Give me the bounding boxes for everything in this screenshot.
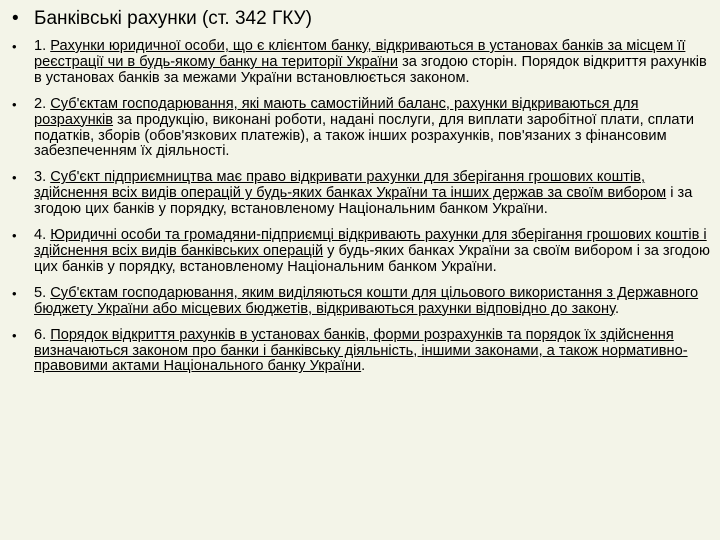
item-number: 3. bbox=[34, 169, 51, 186]
list-item-6 bbox=[12, 328, 714, 376]
item-number: 4. bbox=[34, 227, 51, 244]
item-number: 5. bbox=[34, 284, 51, 301]
item-text bbox=[34, 39, 714, 87]
bullet-icon: • bbox=[12, 285, 17, 301]
bullet-list bbox=[12, 29, 714, 375]
slide-title bbox=[12, 8, 312, 30]
item-underlined-text: Порядок відкриття рахунків в установах банків, форми розрахунків та порядок їх здійснення визначаються законом про банки і банківську діяльність, іншими законами, а також нормативно-правовими актами Національного банку України bbox=[34, 326, 688, 375]
item-rest-text: . bbox=[614, 300, 620, 317]
item-rest-text: і за згодою цих банків у порядку, встановленому Національним банком України. bbox=[34, 185, 693, 218]
item-rest-text: за згодою сторін. Порядок відкриття рахунків в установах банків за межами України встановлюється законом. bbox=[34, 53, 707, 86]
item-rest-text: . bbox=[361, 358, 366, 375]
item-number: 6. bbox=[34, 326, 51, 343]
item-rest-text: за продукцію, виконані роботи, надані послуги, для виплати заробітної плати, сплати податків, зборів (обов'язкових платежів), а також інших розрахунків, пов'язаних з фінансовим забезпеченням їх діяльності. bbox=[34, 111, 695, 160]
bullet-icon: • bbox=[12, 39, 17, 54]
item-rest-text: у будь-яких банках України за своїм вибором і за згодою цих банків у порядку, встановленому Національним банком України. bbox=[34, 242, 710, 275]
bullet-icon: • bbox=[12, 170, 17, 186]
item-underlined-text: Суб'єкт підприємництва має право відкривати рахунки для зберігання грошових коштів, здійснення всіх видів операцій у будь-яких банках України та інших держав за своїм вибором bbox=[34, 169, 667, 202]
bullet-icon: • bbox=[12, 228, 17, 244]
title-bullet: • bbox=[12, 8, 19, 29]
title-text: Банківські рахунки (ст. 342 ГКУ) bbox=[34, 8, 312, 29]
list-item-1 bbox=[12, 39, 714, 87]
item-text bbox=[34, 170, 714, 218]
item-underlined-text: Суб'єктам господарювання, яким виділяються кошти для цільового використання з Державного бюджету України або місцевих бюджетів, відкриваються рахунки відповідно до закону bbox=[34, 284, 699, 317]
item-text bbox=[34, 286, 714, 318]
item-number: 2. bbox=[34, 95, 51, 112]
list-item-3 bbox=[12, 170, 714, 218]
item-underlined-text: Суб'єктам господарювання, які мають самостійний баланс, рахунки відкриваються для розрахунків bbox=[34, 95, 639, 128]
item-underlined-text: Юридичні особи та громадяни-підприємці відкривають рахунки для зберігання грошових коштів і здійснення всіх видів банківських операцій bbox=[34, 227, 707, 259]
item-underlined-text: Рахунки юридичної особи, що є клієнтом банку, відкриваються в установах банків за місцем її реєстрації чи в будь-якому банку на території України bbox=[34, 38, 686, 70]
list-item-4 bbox=[12, 228, 714, 276]
item-number: 1. bbox=[34, 38, 51, 54]
list-item-2 bbox=[12, 97, 714, 161]
bullet-icon: • bbox=[12, 327, 17, 343]
item-text bbox=[34, 97, 714, 161]
item-text bbox=[34, 228, 714, 276]
bullet-icon: • bbox=[12, 96, 17, 112]
list-item-5 bbox=[12, 286, 714, 318]
item-text bbox=[34, 328, 714, 376]
